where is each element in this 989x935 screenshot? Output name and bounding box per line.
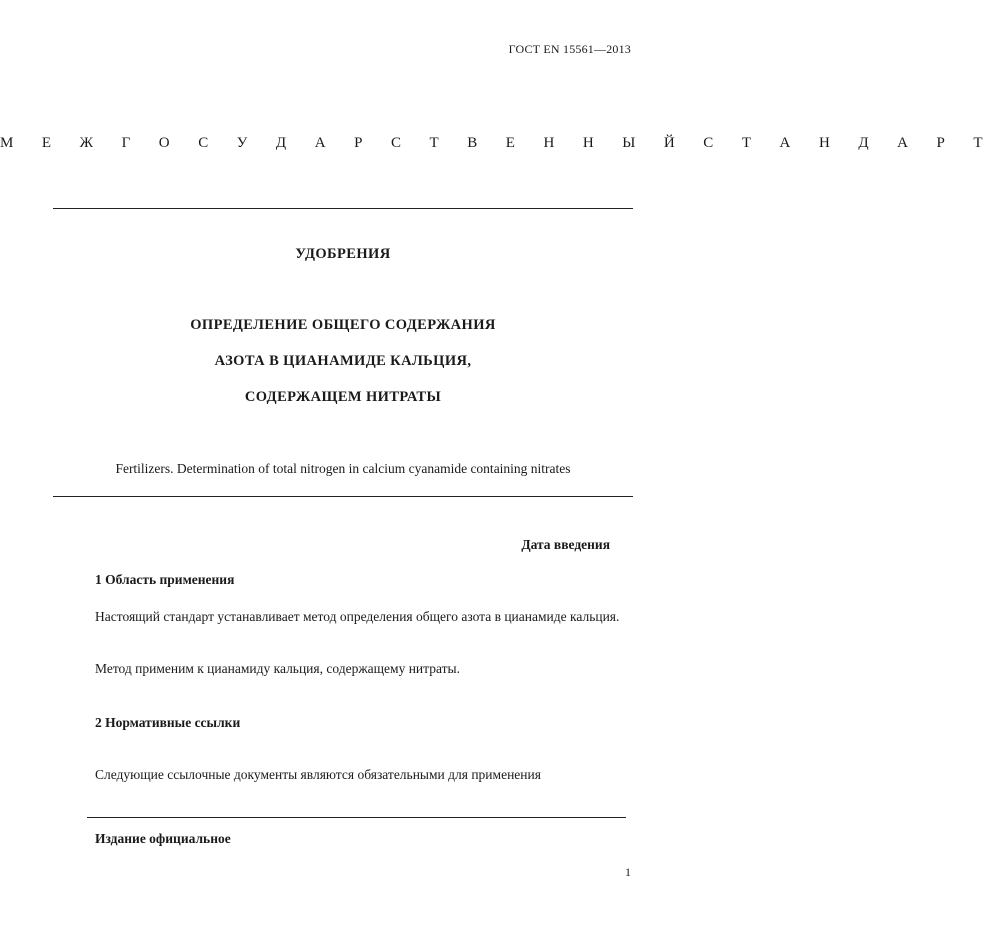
top-divider <box>53 208 633 209</box>
document-code: ГОСТ EN 15561—2013 <box>508 42 631 56</box>
section-1-heading: 1 Область применения <box>95 572 235 587</box>
page-number: 1 <box>625 865 631 879</box>
title-line-4: СОДЕРЖАЩЕМ НИТРАТЫ <box>244 389 442 405</box>
section-2-paragraph-1: Следующие ссылочные документы являются обязательными для применения <box>95 767 541 782</box>
english-title: Fertilizers. Determination of total nitrogen in calcium cyanamide containing nitrates <box>115 461 571 476</box>
section-1-paragraph-2: Метод применим к цианамиду кальция, содержащему нитраты. <box>95 661 460 676</box>
standard-type-heading: М Е Ж Г О С У Д А Р С Т В Е Н Н Ы Й С Т А Н Д А Р Т <box>0 135 989 151</box>
title-line-2: ОПРЕДЕЛЕНИЕ ОБЩЕГО СОДЕРЖАНИЯ <box>190 317 496 333</box>
footer-divider <box>87 817 626 818</box>
section-2-heading: 2 Нормативные ссылки <box>95 715 241 730</box>
introduction-date-label: Дата введения <box>521 537 610 552</box>
title-line-1: УДОБРЕНИЯ <box>295 246 391 262</box>
official-edition-label: Издание официальное <box>95 831 231 846</box>
middle-divider <box>53 496 633 497</box>
section-1-paragraph-1: Настоящий стандарт устанавливает метод определения общего азота в цианамиде кальция. <box>95 609 620 624</box>
title-line-3: АЗОТА В ЦИАНАМИДЕ КАЛЬЦИЯ, <box>214 353 472 369</box>
